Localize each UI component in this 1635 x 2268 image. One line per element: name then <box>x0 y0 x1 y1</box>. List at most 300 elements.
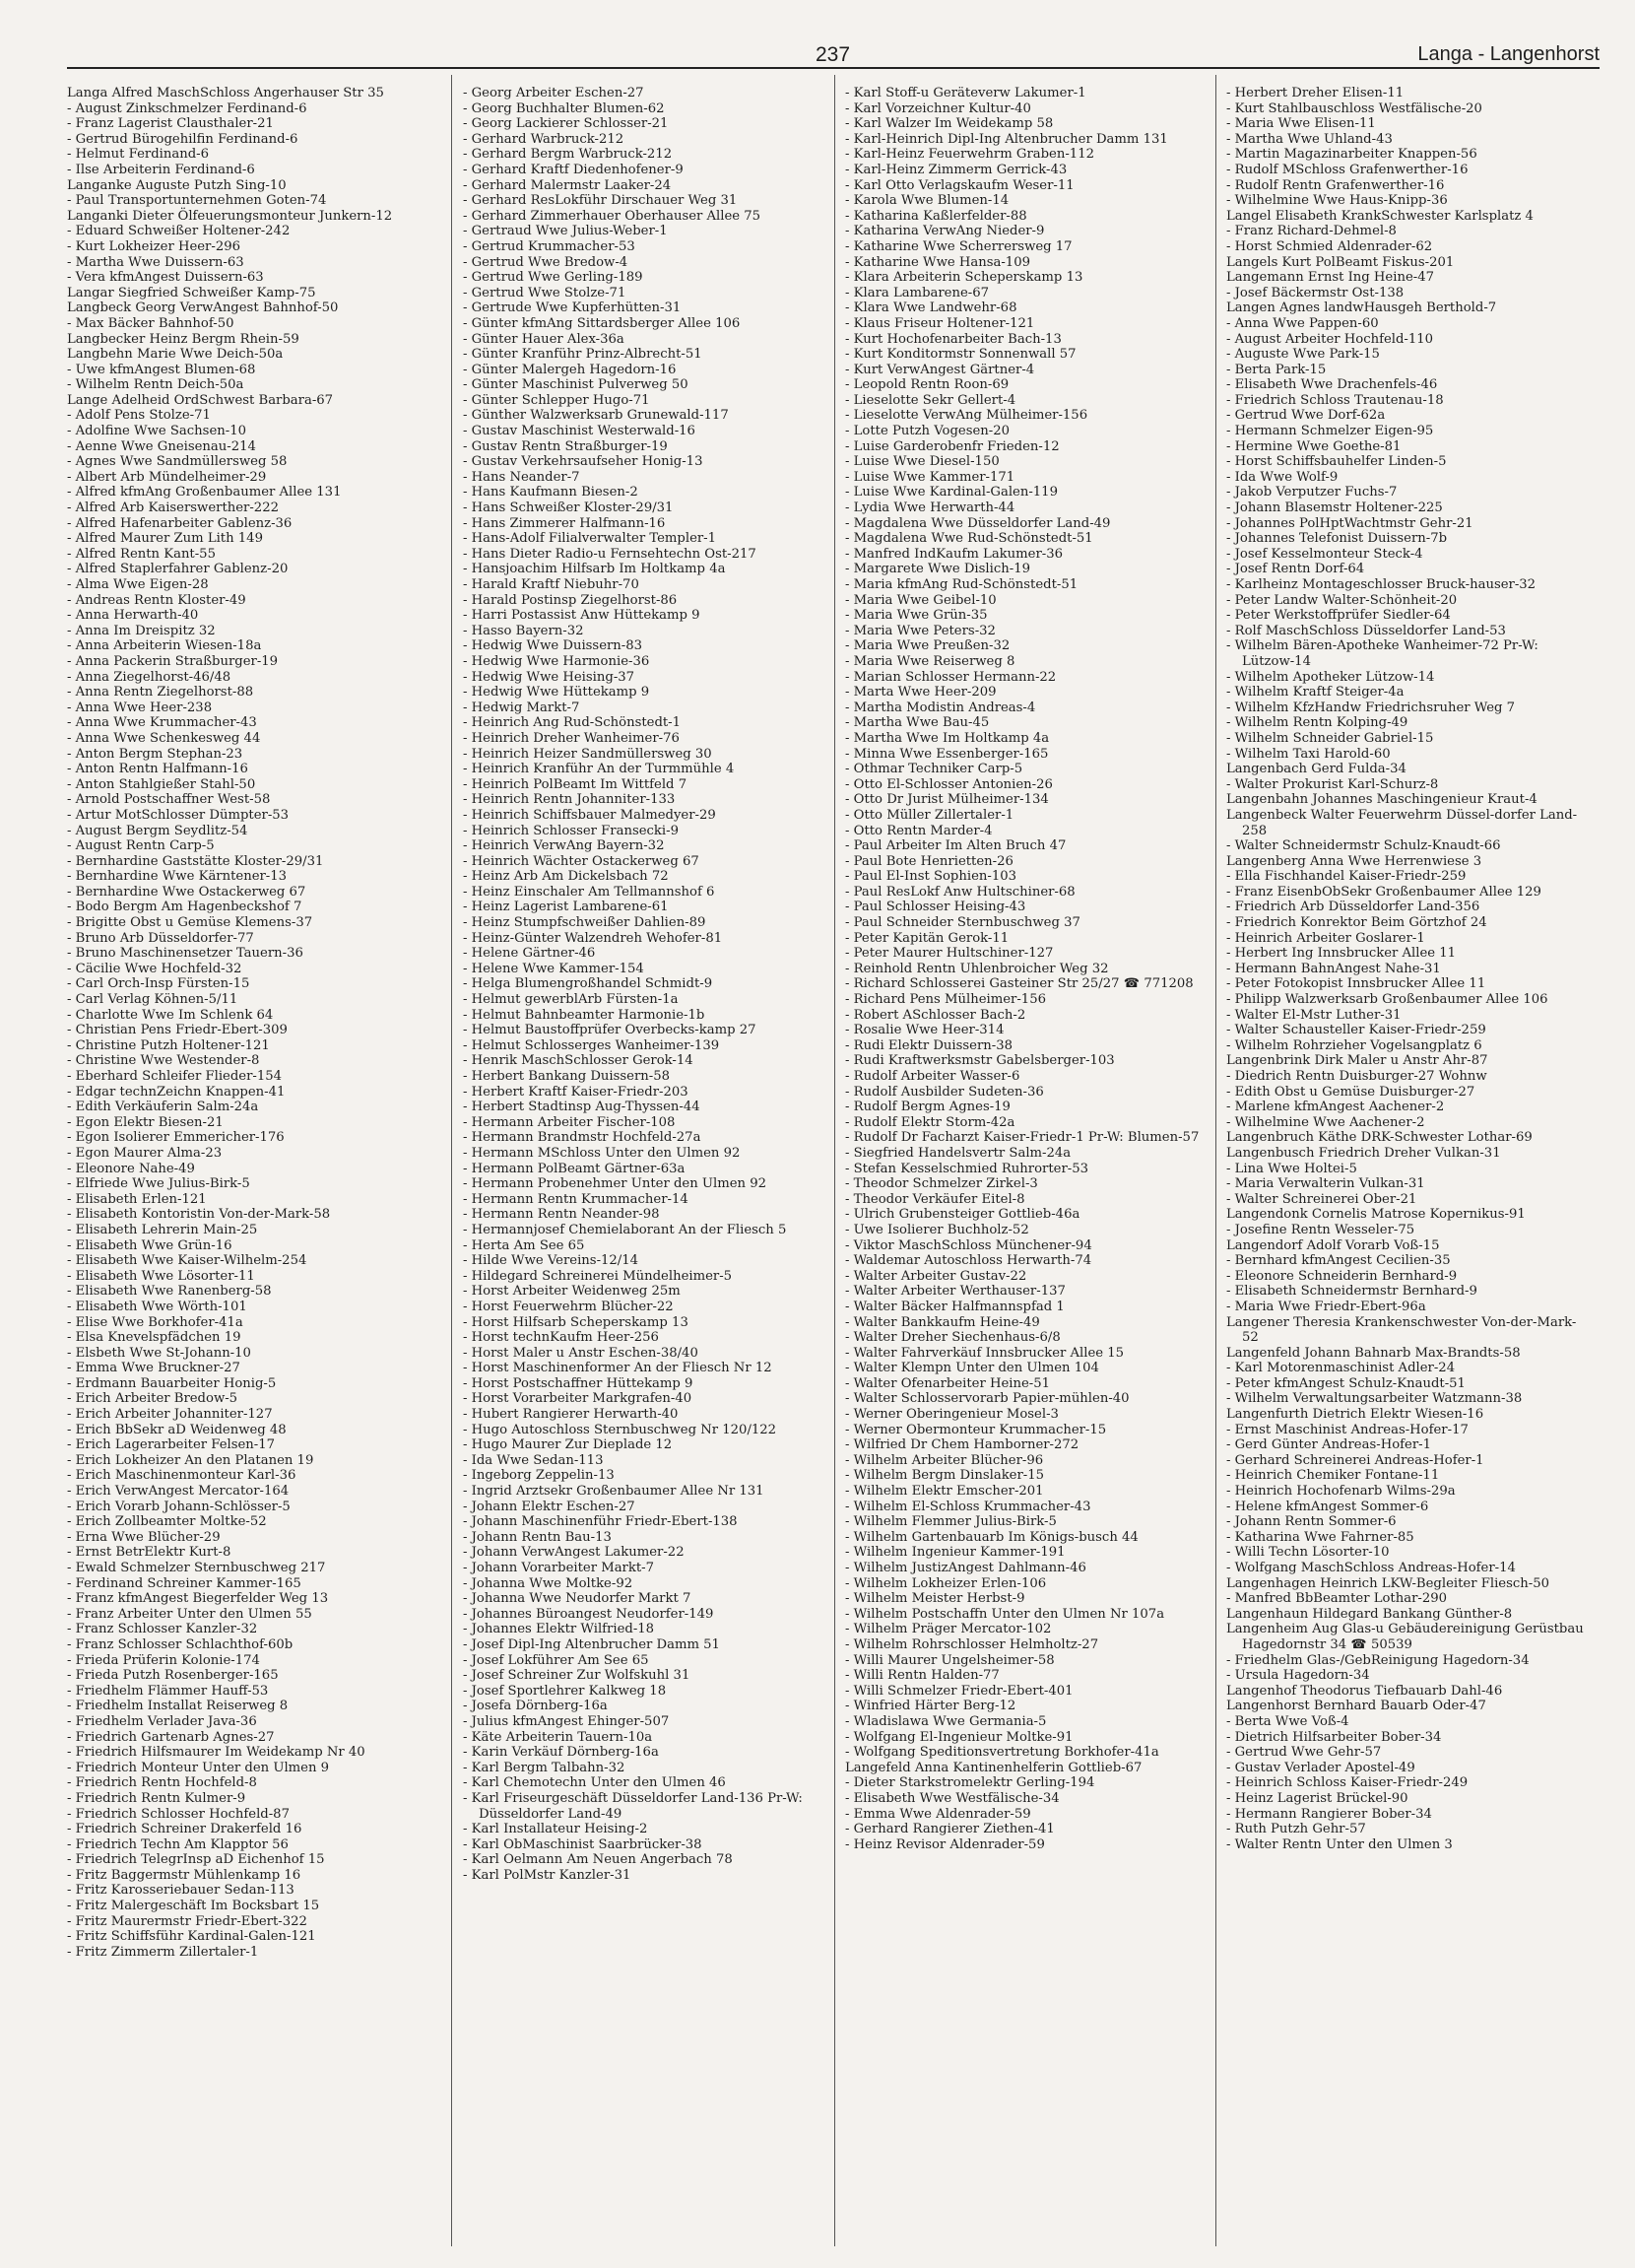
directory-entry: - Walter Schausteller Kaiser-Friedr-259 <box>1226 1023 1486 1038</box>
directory-entry: - Friedrich TelegrInsp aD Eichenhof 15 <box>67 1852 325 1868</box>
directory-entry: - Hans Neander-7 <box>463 469 580 485</box>
directory-entry: - Hedwig Wwe Harmonie-36 <box>463 653 650 669</box>
directory-entry: - Heinz Lagerist Lambarene-61 <box>463 900 669 915</box>
directory-entry: Langar Siegfried Schweißer Kamp-75 <box>67 285 316 300</box>
directory-entry: - Helmut Schlosserges Wanheimer-139 <box>463 1037 720 1053</box>
directory-entry: - Heinrich VerwAng Bayern-32 <box>463 838 665 854</box>
directory-entry: Langa Alfred MaschSchloss Angerhauser Str 35 <box>67 86 384 100</box>
directory-entry: - Georg Arbeiter Eschen-27 <box>463 86 644 100</box>
directory-entry: - Werner Obermonteur Krummacher-15 <box>845 1422 1107 1437</box>
directory-entry: - Franz EisenbObSekr Großenbaumer Allee 129 <box>1226 884 1541 900</box>
directory-entry: - Karl-Heinz Zimmerm Gerrick-43 <box>845 162 1068 177</box>
directory-entry: Langenbeck Walter Feuerwehrm Düssel-dorfer Land-258 <box>1226 807 1578 838</box>
directory-entry: - Josef Schreiner Zur Wolfskuhl 31 <box>463 1668 690 1684</box>
directory-entry: - Friedrich Gartenarb Agnes-27 <box>67 1729 275 1745</box>
directory-entry: - Klaus Friseur Holtener-121 <box>845 315 1035 331</box>
directory-entry: - Horst Postschaffner Hüttekamp 9 <box>463 1375 693 1391</box>
directory-entry: - Günter Kranführ Prinz-Albrecht-51 <box>463 347 702 363</box>
directory-entry: - Hermann Probenehmer Unter den Ulmen 92 <box>463 1176 767 1192</box>
directory-entry: - Uwe Isolierer Buchholz-52 <box>845 1222 1029 1237</box>
directory-entry: - Rudolf Bergm Agnes-19 <box>845 1100 1011 1115</box>
directory-entry: - Willi Techn Lösorter-10 <box>1226 1545 1390 1561</box>
directory-entry: - Anna Ziegelhorst-46/48 <box>67 669 231 685</box>
directory-entry: - Erich Arbeiter Johanniter-127 <box>67 1407 273 1423</box>
directory-entry: - Klara Wwe Landwehr-68 <box>845 300 1017 316</box>
directory-entry: - Herbert Bankang Duissern-58 <box>463 1069 670 1084</box>
directory-entry: - Jakob Verputzer Fuchs-7 <box>1226 485 1398 500</box>
directory-entry: - August Bergm Seydlitz-54 <box>67 823 248 838</box>
directory-entry: - Siegfried Handelsvertr Salm-24a <box>845 1145 1072 1161</box>
directory-entry: - Werner Oberingenieur Mosel-3 <box>845 1407 1059 1423</box>
directory-entry: - Friedrich Arb Düsseldorfer Land-356 <box>1226 900 1480 915</box>
directory-entry: - Helene Gärtner-46 <box>463 946 596 962</box>
directory-entry: - Ernst BetrElektr Kurt-8 <box>67 1545 231 1561</box>
directory-entry: - Otto Dr Jurist Mülheimer-134 <box>845 792 1049 808</box>
directory-entry: - Karl Walzer Im Weidekamp 58 <box>845 116 1054 132</box>
directory-entry: Langenhorst Bernhard Bauarb Oder-47 <box>1226 1699 1486 1714</box>
directory-entry: - Elisabeth Erlen-121 <box>67 1191 207 1207</box>
directory-entry: - Günter kfmAng Sittardsberger Allee 106 <box>463 315 741 331</box>
directory-entry: - Günter Schlepper Hugo-71 <box>463 392 650 408</box>
directory-entry: - Anna Wwe Heer-238 <box>67 700 213 715</box>
directory-entry: - Hubert Rangierer Herwarth-40 <box>463 1407 679 1423</box>
directory-entry: - Albert Arb Mündelheimer-29 <box>67 469 267 485</box>
directory-entry: - Gertrud Wwe Stolze-71 <box>463 285 626 300</box>
directory-entry: - Wolfgang Speditionsvertretung Borkhofer-41a <box>845 1745 1159 1761</box>
directory-entry: - Egon Elektr Biesen-21 <box>67 1114 224 1130</box>
directory-entry: - Ida Wwe Sedan-113 <box>463 1452 604 1468</box>
directory-entry: - Artur MotSchlosser Dümpter-53 <box>67 807 290 823</box>
directory-entry: - Josefa Dörnberg-16a <box>463 1699 608 1714</box>
directory-entry: - Andreas Rentn Kloster-49 <box>67 592 246 608</box>
directory-entry: - Erich Lagerarbeiter Felsen-17 <box>67 1437 276 1453</box>
directory-entry: - Alma Wwe Eigen-28 <box>67 577 209 592</box>
directory-entry: Langbehn Marie Wwe Deich-50a <box>67 347 284 363</box>
directory-entry: - Julius kfmAngest Ehinger-507 <box>463 1713 670 1729</box>
directory-entry: - Johann Maschinenführ Friedr-Ebert-138 <box>463 1514 738 1530</box>
directory-entry: - Hedwig Wwe Heising-37 <box>463 669 635 685</box>
directory-entry: - Alfred Arb Kaiserswerther-222 <box>67 500 279 516</box>
directory-entry: - Anna Im Dreispitz 32 <box>67 623 216 638</box>
directory-entry: - Josef Bäckermstr Ost-138 <box>1226 285 1405 300</box>
directory-entry: - Cäcilie Wwe Hochfeld-32 <box>67 961 242 976</box>
directory-entry: - Karl Otto Verlagskaufm Weser-11 <box>845 177 1075 193</box>
directory-entry: - Hedwig Wwe Hüttekamp 9 <box>463 685 650 700</box>
directory-entry: - Erich VerwAngest Mercator-164 <box>67 1484 290 1500</box>
directory-entry: - Karl Vorzeichner Kultur-40 <box>845 100 1031 116</box>
directory-entry: - Karl Chemotechn Unter den Ulmen 46 <box>463 1775 726 1791</box>
directory-entry: - Peter Fotokopist Innsbrucker Allee 11 <box>1226 976 1486 992</box>
directory-entry: - Erich BbSekr aD Weidenweg 48 <box>67 1422 287 1437</box>
directory-entry: - Karl Friseurgeschäft Düsseldorfer Land-136 Pr-W: Düsseldorfer Land-49 <box>463 1790 803 1822</box>
directory-column-4 <box>1226 86 1593 2243</box>
directory-entry: - Peter Landw Walter-Schönheit-20 <box>1226 592 1458 608</box>
directory-entry: - Helga Blumengroßhandel Schmidt-9 <box>463 976 713 992</box>
directory-entry: - Georg Lackierer Schlosser-21 <box>463 116 669 132</box>
directory-entry: - Anna Wwe Krummacher-43 <box>67 715 257 731</box>
directory-entry: - Elfriede Wwe Julius-Birk-5 <box>67 1176 250 1192</box>
directory-entry: - Walter Arbeiter Werthauser-137 <box>845 1284 1066 1300</box>
directory-entry: - Karl Installateur Heising-2 <box>463 1822 648 1837</box>
directory-entry: - Elisabeth Kontoristin Von-der-Mark-58 <box>67 1207 331 1223</box>
directory-entry: - Martha Wwe Duissern-63 <box>67 254 244 270</box>
directory-entry: - Johann Rentn Sommer-6 <box>1226 1514 1397 1530</box>
directory-entry: - Christine Wwe Westender-8 <box>67 1053 260 1069</box>
directory-entry: - Fritz Karosseriebauer Sedan-113 <box>67 1883 294 1899</box>
directory-entry: - Johanna Wwe Neudorfer Markt 7 <box>463 1591 691 1607</box>
directory-entry: - Hermann Arbeiter Fischer-108 <box>463 1114 676 1130</box>
directory-entry: - Hugo Autoschloss Sternbuschweg Nr 120/122 <box>463 1422 777 1437</box>
directory-entry: - Horst Vorarbeiter Markgrafen-40 <box>463 1391 692 1407</box>
directory-entry: - Walter Arbeiter Gustav-22 <box>845 1268 1027 1284</box>
directory-entry: - Luise Wwe Kammer-171 <box>845 469 1015 485</box>
directory-entry: - Heinz-Günter Walzendreh Wehofer-81 <box>463 930 723 946</box>
directory-entry: - Karl Oelmann Am Neuen Angerbach 78 <box>463 1852 733 1868</box>
directory-entry: - Rudi Elektr Duissern-38 <box>845 1037 1014 1053</box>
directory-entry: - Frieda Prüferin Kolonie-174 <box>67 1652 260 1668</box>
directory-entry: - Lydia Wwe Herwarth-44 <box>845 500 1015 516</box>
directory-entry: - Kurt Stahlbauschloss Westfälische-20 <box>1226 100 1482 116</box>
directory-entry: Langenfurth Dietrich Elektr Wiesen-16 <box>1226 1407 1484 1423</box>
directory-entry: - Elise Wwe Borkhofer-41a <box>67 1314 243 1330</box>
directory-entry: - Franz Schlosser Kanzler-32 <box>67 1622 258 1637</box>
directory-entry: - Helmut gewerblArb Fürsten-1a <box>463 992 679 1008</box>
directory-entry: - Edith Verkäuferin Salm-24a <box>67 1100 259 1115</box>
directory-entry: - Wilhelm Rohrzieher Vogelsangplatz 6 <box>1226 1037 1482 1053</box>
directory-entry: - Helmut Baustoffprüfer Overbecks-kamp 27 <box>463 1023 756 1038</box>
directory-entry: - Paul ResLokf Anw Hultschiner-68 <box>845 884 1076 900</box>
directory-entry: - Heinz Arb Am Dickelsbach 72 <box>463 869 669 885</box>
directory-entry: - Philipp Walzwerksarb Großenbaumer Allee 106 <box>1226 992 1548 1008</box>
directory-entry: - Rudolf Ausbilder Sudeten-36 <box>845 1084 1044 1100</box>
directory-entry: - Johann Rentn Bau-13 <box>463 1529 612 1545</box>
directory-entry: - Edith Obst u Gemüse Duisburger-27 <box>1226 1084 1475 1100</box>
directory-entry: - Helmut Bahnbeamter Harmonie-1b <box>463 1007 705 1023</box>
directory-entry: - Walter Schreinerei Ober-21 <box>1226 1191 1417 1207</box>
directory-entry: - Horst Maler u Anstr Eschen-38/40 <box>463 1345 698 1361</box>
directory-entry: - Hermann Schmelzer Eigen-95 <box>1226 424 1434 439</box>
directory-entry: - Fritz Malergeschäft Im Bocksbart 15 <box>67 1899 320 1914</box>
directory-entry: - Theodor Schmelzer Zirkel-3 <box>845 1176 1038 1192</box>
directory-entry: - Katharine Wwe Hansa-109 <box>845 254 1030 270</box>
column-divider <box>1215 75 1216 2246</box>
directory-entry: - Alfred Hafenarbeiter Gablenz-36 <box>67 515 293 531</box>
directory-entry: - Carl Orch-Insp Fürsten-15 <box>67 976 250 992</box>
directory-entry: - Bodo Bergm Am Hagenbeckshof 7 <box>67 900 302 915</box>
directory-entry: - Wilhelm Flemmer Julius-Birk-5 <box>845 1514 1057 1530</box>
directory-entry: - Kurt Lokheizer Heer-296 <box>67 238 240 254</box>
directory-entry: - Kurt VerwAngest Gärtner-4 <box>845 362 1035 377</box>
directory-entry: - Katharina Kaßlerfelder-88 <box>845 208 1027 224</box>
directory-entry: - Friedrich Schlosser Hochfeld-87 <box>67 1806 290 1822</box>
directory-entry: - Klara Arbeiterin Scheperskamp 13 <box>845 270 1083 286</box>
directory-entry: - Hans-Adolf Filialverwalter Templer-1 <box>463 531 717 547</box>
directory-entry: - Maria Wwe Reiserweg 8 <box>845 653 1015 669</box>
directory-entry: - Willi Maurer Ungelsheimer-58 <box>845 1652 1055 1668</box>
directory-entry: - Walter Ofenarbeiter Heine-51 <box>845 1375 1051 1391</box>
directory-entry: - Heinrich Chemiker Fontane-11 <box>1226 1468 1440 1484</box>
directory-entry: - Elisabeth Wwe Lösorter-11 <box>67 1268 255 1284</box>
directory-entry: Langenbruch Käthe DRK-Schwester Lothar-69 <box>1226 1130 1533 1146</box>
directory-entry: - Willi Schmelzer Friedr-Ebert-401 <box>845 1683 1074 1699</box>
directory-entry: - Lieselotte Sekr Gellert-4 <box>845 392 1016 408</box>
directory-entry: - Karl Bergm Talbahn-32 <box>463 1760 625 1775</box>
directory-entry: - Walter Fahrverkäuf Innsbrucker Allee 15 <box>845 1345 1125 1361</box>
directory-entry: - Aenne Wwe Gneisenau-214 <box>67 438 256 454</box>
directory-entry: - Hasso Bayern-32 <box>463 623 584 638</box>
directory-entry: - Vera kfmAngest Duissern-63 <box>67 270 264 286</box>
directory-entry: - Josefine Rentn Wesseler-75 <box>1226 1222 1415 1237</box>
directory-entry: - Walter Bäcker Halfmannspfad 1 <box>845 1299 1065 1314</box>
directory-entry: - Alfred kfmAng Großenbaumer Allee 131 <box>67 485 342 500</box>
directory-entry: - Heinz Stumpfschweißer Dahlien-89 <box>463 915 706 931</box>
directory-entry: - Friedrich Konrektor Beim Görtzhof 24 <box>1226 915 1487 931</box>
directory-entry: - Paul Transportunternehmen Goten-74 <box>67 193 327 209</box>
directory-entry: - Josef Dipl-Ing Altenbrucher Damm 51 <box>463 1636 720 1652</box>
directory-entry: - Wilhelm Taxi Harold-60 <box>1226 746 1391 762</box>
directory-entry: - Gustav Rentn Straßburger-19 <box>463 438 668 454</box>
directory-entry: - Agnes Wwe Sandmüllersweg 58 <box>67 454 288 470</box>
directory-entry: - Maria Wwe Geibel-10 <box>845 592 997 608</box>
directory-entry: - Karin Verkäuf Dörnberg-16a <box>463 1745 659 1761</box>
directory-entry: - Walter Schlosservorarb Papier-mühlen-40 <box>845 1391 1130 1407</box>
directory-entry: - Günther Walzwerksarb Grunewald-117 <box>463 408 729 424</box>
directory-entry: - Diedrich Rentn Duisburger-27 Wohnw <box>1226 1069 1487 1084</box>
directory-entry: - Gerhard Zimmerhauer Oberhauser Allee 75 <box>463 208 761 224</box>
directory-entry: - Herbert Dreher Elisen-11 <box>1226 86 1405 100</box>
directory-entry: - Maria Wwe Preußen-32 <box>845 638 1011 654</box>
directory-entry: - Friedrich Schloss Trautenau-18 <box>1226 392 1444 408</box>
directory-entry: - Peter Maurer Hultschiner-127 <box>845 946 1054 962</box>
directory-entry: Lange Adelheid OrdSchwest Barbara-67 <box>67 392 334 408</box>
directory-column-1 <box>67 86 433 2243</box>
directory-entry: - Brigitte Obst u Gemüse Klemens-37 <box>67 915 313 931</box>
directory-entry: - Dietrich Hilfsarbeiter Bober-34 <box>1226 1729 1442 1745</box>
directory-entry: - Franz Schlosser Schlachthof-60b <box>67 1636 294 1652</box>
directory-entry: - Max Bäcker Bahnhof-50 <box>67 315 234 331</box>
directory-entry: - Hermann PolBeamt Gärtner-63a <box>463 1161 686 1176</box>
directory-entry: - Willi Rentn Halden-77 <box>845 1668 1000 1684</box>
directory-entry: - Luise Wwe Kardinal-Galen-119 <box>845 485 1058 500</box>
directory-entry: - Wilhelmine Wwe Aachener-2 <box>1226 1114 1425 1130</box>
directory-entry: - Hedwig Wwe Duissern-83 <box>463 638 643 654</box>
directory-entry: - Anna Rentn Ziegelhorst-88 <box>67 685 254 700</box>
column-divider <box>451 75 452 2246</box>
directory-entry: - Horst Schmied Aldenrader-62 <box>1226 238 1433 254</box>
directory-entry: - Heinrich Dreher Wanheimer-76 <box>463 730 680 746</box>
directory-entry: - Friedhelm Flämmer Hauff-53 <box>67 1683 269 1699</box>
directory-entry: - Erich Vorarb Johann-Schlösser-5 <box>67 1499 291 1514</box>
directory-entry: - Günter Hauer Alex-36a <box>463 331 624 347</box>
directory-entry: - Luise Garderobenfr Frieden-12 <box>845 438 1060 454</box>
directory-entry: - Elisabeth Schneidermstr Bernhard-9 <box>1226 1284 1477 1300</box>
directory-entry: - Ida Wwe Wolf-9 <box>1226 469 1339 485</box>
directory-entry: - Franz Lagerist Clausthaler-21 <box>67 116 274 132</box>
directory-entry: - Ursula Hagedorn-34 <box>1226 1668 1370 1684</box>
directory-entry: - Otto Müller Zillertaler-1 <box>845 807 1014 823</box>
directory-entry: - Gustav Verlader Apostel-49 <box>1226 1760 1415 1775</box>
directory-entry: - Karola Wwe Blumen-14 <box>845 193 1010 209</box>
directory-entry: - Viktor MaschSchloss Münchener-94 <box>845 1237 1092 1253</box>
directory-entry: - Hermann Brandmstr Hochfeld-27a <box>463 1130 701 1146</box>
directory-entry: - Helene Wwe Kammer-154 <box>463 961 644 976</box>
directory-entry: - Josef Kesselmonteur Steck-4 <box>1226 546 1423 562</box>
directory-entry: - Richard Schlosserei Gasteiner Str 25/27 ☎ 771208 <box>845 976 1194 992</box>
directory-entry: - Kurt Konditormstr Sonnenwall 57 <box>845 347 1077 363</box>
directory-entry: - Eleonore Schneiderin Bernhard-9 <box>1226 1268 1458 1284</box>
directory-entry: - Egon Maurer Alma-23 <box>67 1145 223 1161</box>
directory-entry: - Johanna Wwe Moltke-92 <box>463 1575 633 1591</box>
directory-entry: - Harald Postinsp Ziegelhorst-86 <box>463 592 678 608</box>
directory-entry: - Reinhold Rentn Uhlenbroicher Weg 32 <box>845 961 1109 976</box>
directory-entry: - Edgar technZeichn Knappen-41 <box>67 1084 286 1100</box>
directory-entry: - Heinrich Heizer Sandmüllersweg 30 <box>463 746 712 762</box>
directory-entry: - Maria Verwalterin Vulkan-31 <box>1226 1176 1425 1192</box>
directory-entry: - Fritz Maurermstr Friedr-Ebert-322 <box>67 1913 307 1929</box>
directory-entry: - Peter Kapitän Gerok-11 <box>845 930 1010 946</box>
directory-entry: Langenhof Theodorus Tiefbauarb Dahl-46 <box>1226 1683 1503 1699</box>
directory-entry: - Magdalena Wwe Düsseldorfer Land-49 <box>845 515 1111 531</box>
directory-entry: - Käte Arbeiterin Tauern-10a <box>463 1729 653 1745</box>
directory-entry: - Auguste Wwe Park-15 <box>1226 347 1380 363</box>
directory-entry: - Harald Kraftf Niebuhr-70 <box>463 577 639 592</box>
directory-entry: Langenbach Gerd Fulda-34 <box>1226 762 1406 777</box>
directory-entry: - Charlotte Wwe Im Schlenk 64 <box>67 1007 274 1023</box>
directory-entry: - Wilhelm Rohrschlosser Helmholtz-27 <box>845 1636 1099 1652</box>
column-divider <box>834 75 835 2246</box>
directory-entry: - Heinrich Wächter Ostackerweg 67 <box>463 853 699 869</box>
directory-entry: Langbeck Georg VerwAngest Bahnhof-50 <box>67 300 339 316</box>
directory-entry: - Robert ASchlosser Bach-2 <box>845 1007 1026 1023</box>
directory-entry: - Peter Werkstoffprüfer Siedler-64 <box>1226 608 1451 624</box>
directory-entry: - Gustav Verkehrsaufseher Honig-13 <box>463 454 703 470</box>
directory-entry: - Friedrich Rentn Kulmer-9 <box>67 1790 246 1806</box>
directory-entry: - Franz Arbeiter Unter den Ulmen 55 <box>67 1606 312 1622</box>
directory-entry: - Heinz Lagerist Brückel-90 <box>1226 1790 1408 1806</box>
directory-entry: - Wilhelm Gartenbauarb Im Königs-busch 44 <box>845 1529 1139 1545</box>
directory-entry: - Gerd Günter Andreas-Hofer-1 <box>1226 1437 1431 1453</box>
directory-entry: Langenhaun Hildegard Bankang Günther-8 <box>1226 1606 1513 1622</box>
directory-entry: Langefeld Anna Kantinenhelferin Gottlieb-67 <box>845 1760 1143 1775</box>
directory-entry: - Karl ObMaschinist Saarbrücker-38 <box>463 1836 702 1852</box>
directory-entry: - Ella Fischhandel Kaiser-Friedr-259 <box>1226 869 1467 885</box>
directory-entry: - Winfried Härter Berg-12 <box>845 1699 1016 1714</box>
directory-entry: - Hildegard Schreinerei Mündelheimer-5 <box>463 1268 733 1284</box>
directory-entry: - Fritz Zimmerm Zillertaler-1 <box>67 1944 259 1960</box>
directory-entry: - Paul Schlosser Heising-43 <box>845 900 1026 915</box>
directory-entry: - Gerhard ResLokführ Dirschauer Weg 31 <box>463 193 738 209</box>
directory-entry: - Walter Bankkaufm Heine-49 <box>845 1314 1040 1330</box>
directory-entry: - Friedhelm Installat Reiserweg 8 <box>67 1699 289 1714</box>
directory-entry: - Johann Elektr Eschen-27 <box>463 1499 635 1514</box>
directory-entry: - Uwe kfmAngest Blumen-68 <box>67 362 256 377</box>
directory-entry: - Walter Schneidermstr Schulz-Knaudt-66 <box>1226 838 1501 854</box>
directory-entry: - Frieda Putzh Rosenberger-165 <box>67 1668 279 1684</box>
directory-entry: - Wilhelm Bergm Dinslaker-15 <box>845 1468 1045 1484</box>
directory-entry: - Paul Schneider Sternbuschweg 37 <box>845 915 1080 931</box>
directory-entry: Langels Kurt PolBeamt Fiskus-201 <box>1226 254 1455 270</box>
directory-entry: - Fritz Baggermstr Mühlenkamp 16 <box>67 1867 301 1883</box>
directory-entry: - Stefan Kesselschmied Ruhrorter-53 <box>845 1161 1088 1176</box>
directory-entry: - Horst technKaufm Heer-256 <box>463 1330 659 1346</box>
directory-entry: - Paul El-Inst Sophien-103 <box>845 869 1017 885</box>
directory-entry: - Gertrud Wwe Dorf-62a <box>1226 408 1386 424</box>
directory-entry: - Heinrich Arbeiter Goslarer-1 <box>1226 930 1425 946</box>
directory-entry: - Horst Schiffsbauhelfer Linden-5 <box>1226 454 1447 470</box>
directory-entry: - Arnold Postschaffner West-58 <box>67 792 271 808</box>
directory-entry: - Anna Wwe Schenkesweg 44 <box>67 730 261 746</box>
directory-entry: - Elsbeth Wwe St-Johann-10 <box>67 1345 251 1361</box>
directory-entry: - August Arbeiter Hochfeld-110 <box>1226 331 1434 347</box>
directory-entry: - Heinrich Kranführ An der Turmmühle 4 <box>463 762 735 777</box>
directory-entry: - Ingeborg Zeppelin-13 <box>463 1468 615 1484</box>
directory-entry: - Wladislawa Wwe Germania-5 <box>845 1713 1047 1729</box>
directory-entry: - Lieselotte VerwAng Mülheimer-156 <box>845 408 1088 424</box>
directory-entry: Langel Elisabeth KrankSchwester Karlsplatz 4 <box>1226 208 1534 224</box>
directory-entry: - Lotte Putzh Vogesen-20 <box>845 424 1011 439</box>
directory-entry: - Ingrid Arztsekr Großenbaumer Allee Nr 131 <box>463 1484 764 1500</box>
directory-entry: - Franz Richard-Dehmel-8 <box>1226 224 1397 239</box>
directory-entry: - Wilhelm Meister Herbst-9 <box>845 1591 1025 1607</box>
directory-entry: - Berta Park-15 <box>1226 362 1327 377</box>
directory-entry: - Karl PolMstr Kanzler-31 <box>463 1867 631 1883</box>
directory-entry: - Henrik MaschSchlosser Gerok-14 <box>463 1053 693 1069</box>
directory-entry: - Carl Verlag Köhnen-5/11 <box>67 992 238 1008</box>
directory-entry: - Emma Wwe Aldenrader-59 <box>845 1806 1031 1822</box>
directory-entry: - Richard Pens Mülheimer-156 <box>845 992 1046 1008</box>
directory-entry: Langbecker Heinz Bergm Rhein-59 <box>67 331 299 347</box>
directory-entry: - Alfred Staplerfahrer Gablenz-20 <box>67 562 289 577</box>
directory-entry: - Alfred Maurer Zum Lith 149 <box>67 531 263 547</box>
directory-entry: - Bernhard kfmAngest Cecilien-35 <box>1226 1253 1451 1269</box>
directory-entry: - Eleonore Nahe-49 <box>67 1161 195 1176</box>
directory-entry: - Eduard Schweißer Holtener-242 <box>67 224 291 239</box>
directory-entry: - Otto Rentn Marder-4 <box>845 823 993 838</box>
directory-entry: - Johann Blasemstr Holtener-225 <box>1226 500 1443 516</box>
directory-entry: Langenbrink Dirk Maler u Anstr Ahr-87 <box>1226 1053 1488 1069</box>
directory-entry: - Herta Am See 65 <box>463 1237 585 1253</box>
directory-entry: - Othmar Techniker Carp-5 <box>845 762 1023 777</box>
directory-entry: - Karl Stoff-u Geräteverw Lakumer-1 <box>845 86 1086 100</box>
directory-entry: - Gertraud Wwe Julius-Weber-1 <box>463 224 668 239</box>
directory-entry: - Maria kfmAng Rud-Schönstedt-51 <box>845 577 1079 592</box>
directory-entry: - Lina Wwe Holtei-5 <box>1226 1161 1357 1176</box>
directory-entry: - Hermann MSchloss Unter den Ulmen 92 <box>463 1145 741 1161</box>
directory-entry: Langemann Ernst Ing Heine-47 <box>1226 270 1434 286</box>
directory-entry: - Martha Wwe Bau-45 <box>845 715 990 731</box>
directory-entry: - Herbert Kraftf Kaiser-Friedr-203 <box>463 1084 688 1100</box>
directory-entry: - Maria Wwe Grün-35 <box>845 608 988 624</box>
directory-entry: - Walter Klempn Unter den Ulmen 104 <box>845 1361 1099 1376</box>
directory-entry: - Gerhard Bergm Warbruck-212 <box>463 147 673 163</box>
directory-entry: - Wilhelm El-Schloss Krummacher-43 <box>845 1499 1091 1514</box>
directory-entry: - Friedrich Rentn Hochfeld-8 <box>67 1775 257 1791</box>
directory-entry: - Heinrich PolBeamt Im Wittfeld 7 <box>463 776 687 792</box>
directory-entry: - Adolf Pens Stolze-71 <box>67 408 211 424</box>
directory-entry: - Alfred Rentn Kant-55 <box>67 546 216 562</box>
directory-entry: - Hermann Rentn Neander-98 <box>463 1207 660 1223</box>
directory-entry: - Elisabeth Lehrerin Main-25 <box>67 1222 258 1237</box>
directory-entry: - Heinrich Hochofenarb Wilms-29a <box>1226 1484 1456 1500</box>
directory-entry: - Wilhelm JustizAngest Dahlmann-46 <box>845 1561 1086 1575</box>
directory-entry: - Bruno Arb Düsseldorfer-77 <box>67 930 254 946</box>
directory-entry: - Elisabeth Wwe Westfälische-34 <box>845 1790 1060 1806</box>
directory-entry: - Josef Rentn Dorf-64 <box>1226 562 1365 577</box>
directory-entry: - Rosalie Wwe Heer-314 <box>845 1023 1005 1038</box>
directory-entry: - Karl-Heinrich Dipl-Ing Altenbrucher Damm 131 <box>845 131 1168 147</box>
directory-entry: - Elisabeth Wwe Grün-16 <box>67 1237 232 1253</box>
directory-entry: - Günter Malergeh Hagedorn-16 <box>463 362 677 377</box>
